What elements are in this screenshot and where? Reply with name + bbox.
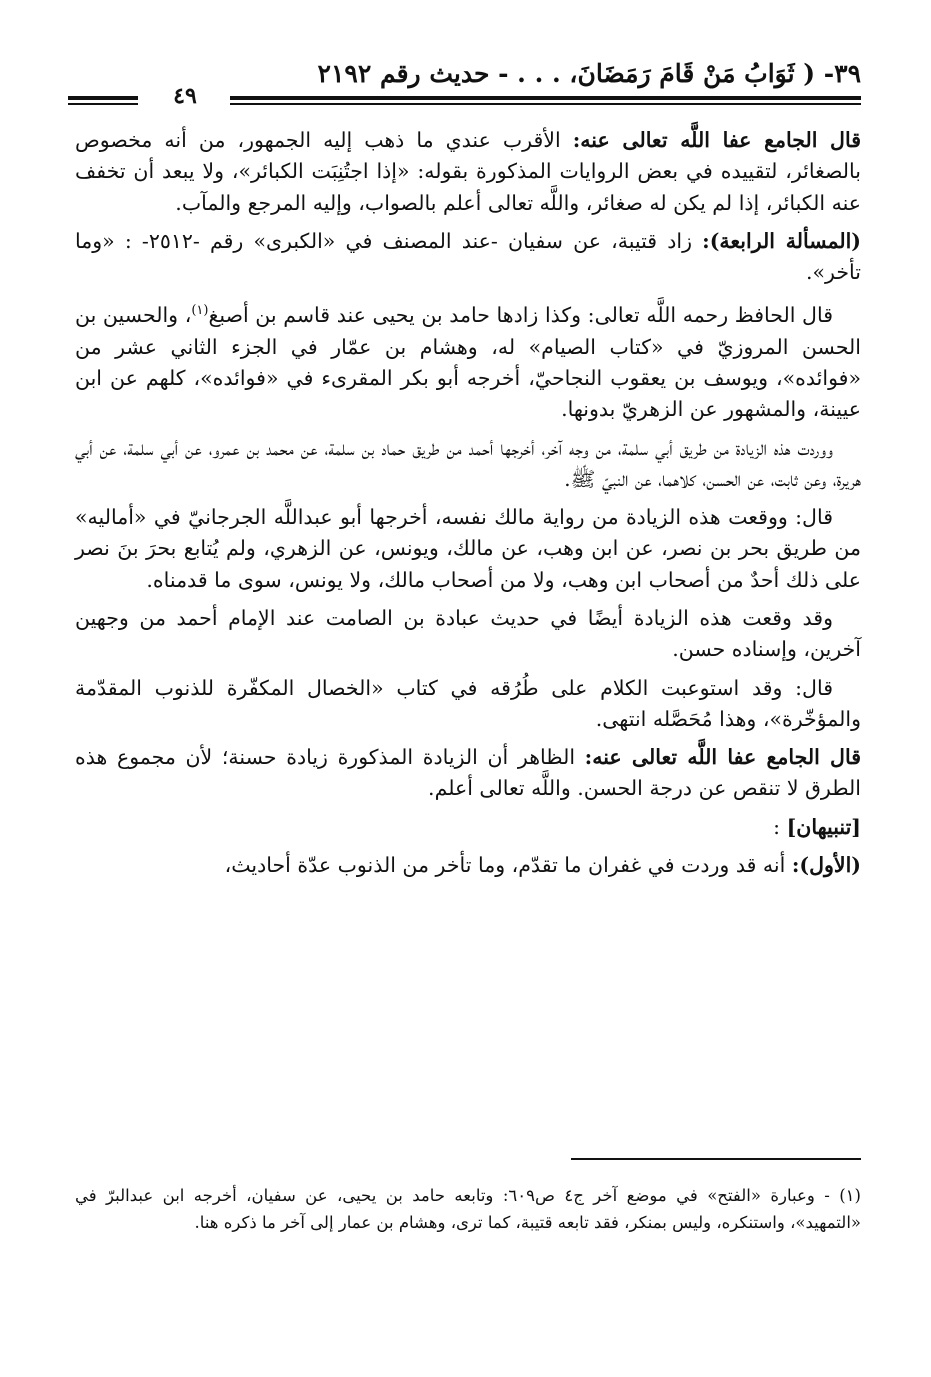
paragraph [75,502,861,596]
paragraph [75,742,861,805]
page-number: ٤٩ [173,83,197,109]
paragraph-text: : [773,814,787,839]
footnote-separator [571,1158,861,1160]
header-rule-left-thin [68,103,138,105]
paragraph-lead: (الأول): [791,853,861,878]
paragraph [75,812,861,843]
footnote-text: (١) - وعبارة «الفتح» في موضع آخر ج٤ ص٦٠٩: وتابعه حامد بن يحيى، عن سفيان، أخرجه ابن عبدالبرّ في «التمهيد»، واستنكره، وليس بمنكر، فقد تابعه قتيبة، كما ترى، وهشام بن عمار إلى آخر ما ذكره هنا. [75,1186,861,1232]
paragraph-lead: (المسألة الرابعة): [702,228,861,253]
paragraph [75,850,861,881]
paragraph-text-continued: ، والحسين بن الحسن المروزيّ في «كتاب الصيام» له، وهشام بن عمّار في الجزء الثاني عشر من «فوائده»، ويوسف بن يعقوب النجاحيّ، أخرجه أبو بكر المقرىء في «فوائده»، كلهم عن ابن عيينة، والمشهور عن الزهريّ بدونها. [75,303,861,422]
paragraph-text: ووردت هذه الزيادة من طريق أبي سلمة، من وجه آخر، أخرجها أحمد من طريق حماد بن سلمة، عن محمد بن عمرو، عن أبي سلمة، عن أبي هريرة، وعن ثابت، عن الحسن، كلاهما، عن النبيّ ﷺ. [75,435,861,491]
paragraph-text: زاد قتيبة، عن سفيان -عند المصنف في «الكبرى» رقم -٢٥١٢- : «وما تأخر». [75,228,861,285]
footnote-reference[interactable]: (١) [191,303,209,319]
paragraph [75,295,861,425]
paragraph-text: وقد وقعت هذه الزيادة أيضًا في حديث عبادة بن الصامت عند الإمام أحمد من وجهين آخرين، وإسناده حسن. [75,605,861,662]
paragraph-lead: [تنبيهان] [786,814,861,839]
paragraph-text: أنه قد وردت في غفران ما تقدّم، وما تأخر من الذنوب عدّة أحاديث، [224,853,792,878]
header-rule [230,96,861,100]
paragraph [75,603,861,666]
header-rule-left [68,96,138,100]
paragraph-text: الأقرب عندي ما ذهب إليه الجمهور، من أنه مخصوص بالصغائر، لتقييده في بعض الروايات المذكورة بقوله: «إذا اجتُنِبَت الكبائر»، ولا يبعد أن تخفف عنه الكبائر، إذا لم يكن له صغائر، واللَّه تعالى أعلم بالصواب، وإليه المرجع والمآب. [75,128,861,215]
main-text [75,125,861,888]
paragraph [75,673,861,736]
paragraph-lead: قال الجامع عفا اللَّه تعالى عنه: [584,745,861,770]
header-title: ٣٩- ( ثَوَابُ مَنْ قَامَ رَمَضَانَ، . . . - حديث رقم ٢١٩٢ [317,59,861,88]
paragraph-text: قال: ووقعت هذه الزيادة من رواية مالك نفسه، أخرجها أبو عبداللَّه الجرجانيّ في «أماليه» من طريق بحر بن نصر، عن ابن وهب، عن مالك، ويونس، عن الزهري، ولم يُتابع بحرَ بنَ نصر على ذلك أحدٌ من أصحاب ابن وهب، ولا من أصحاب مالك، ولا يونس، سوى ما قدمناه. [75,505,861,592]
paragraph-text: قال الحافظ رحمه اللَّه تعالى: وكذا زادها حامد بن يحيى عند قاسم بن أصبغ [208,303,833,328]
paragraph-text: الظاهر أن الزيادة المذكورة زيادة حسنة؛ لأن مجموع هذه الطرق لا تنقص عن درجة الحسن. واللَّه تعالى أعلم. [75,745,861,801]
paragraph [75,433,861,496]
footnote [75,1182,861,1236]
paragraph [75,125,861,219]
paragraph-text: قال: وقد استوعبت الكلام على طُرُقه في كتاب «الخصال المكفّرة للذنوب المقدّمة والمؤخّرة»، وهذا مُحَصَّله انتهى. [75,675,861,731]
paragraph-lead: قال الجامع عفا اللَّه تعالى عنه: [572,128,861,152]
paragraph [75,226,861,289]
header-rule-thin [230,103,861,105]
